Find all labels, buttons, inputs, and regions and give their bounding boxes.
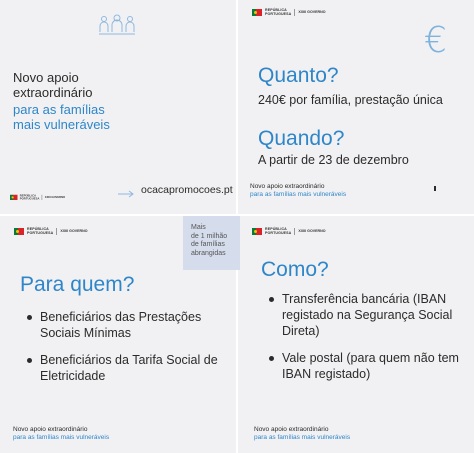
list-item: Beneficiários das Prestações Sociais Mínimas xyxy=(26,309,226,341)
republic-line1: REPÚBLICA xyxy=(27,227,49,231)
page-marker xyxy=(434,186,436,191)
logo-divider xyxy=(42,194,43,199)
who-title: Para quem? xyxy=(20,273,135,296)
website-link[interactable]: ocacapromocoes.pt xyxy=(141,184,233,196)
republic-line2: PORTUGUESA xyxy=(19,197,40,200)
people-group-icon xyxy=(99,14,135,36)
footer-line1: Novo apoio extraordinário xyxy=(250,183,325,190)
portugal-flag-icon xyxy=(252,228,262,235)
government-logo xyxy=(14,227,88,235)
republic-line1: REPÚBLICA xyxy=(19,194,37,197)
government-name: XXIII GOVERNO xyxy=(60,229,88,233)
footer-line1: Novo apoio extraordinário xyxy=(13,426,88,433)
republic-line2: PORTUGUESA xyxy=(27,231,54,235)
government-logo xyxy=(252,8,326,16)
quanto-title: Quanto? xyxy=(258,64,339,87)
stat-box xyxy=(183,216,240,270)
republic-line1: REPÚBLICA xyxy=(265,8,287,12)
intro-panel xyxy=(0,0,236,214)
amount-panel xyxy=(238,0,474,214)
republic-line1: REPÚBLICA xyxy=(265,227,287,231)
arrow-right-icon xyxy=(118,190,134,198)
intro-subtitle: para as famílias mais vulneráveis xyxy=(13,102,110,132)
quando-text: A partir de 23 de dezembro xyxy=(258,153,409,167)
footer-line2: para as famílias mais vulneráveis xyxy=(250,191,347,198)
footer-line1: Novo apoio extraordinário xyxy=(254,426,329,433)
footer-line2: para as famílias mais vulneráveis xyxy=(13,434,110,441)
how-list xyxy=(268,291,468,393)
quanto-text: 240€ por família, prestação única xyxy=(258,93,443,107)
list-item: Vale postal (para quem não tem IBAN registado) xyxy=(268,350,468,382)
portugal-flag-icon xyxy=(252,9,262,16)
government-name: XXIII GOVERNO xyxy=(298,229,326,233)
how-panel xyxy=(238,216,474,453)
list-item: Beneficiários da Tarifa Social de Eletricidade xyxy=(26,352,226,384)
stat-text: Mais de 1 milhão de famílias abrangidas xyxy=(191,224,228,257)
logo-divider xyxy=(294,9,295,16)
logo-divider xyxy=(56,228,57,235)
quando-title: Quando? xyxy=(258,127,345,150)
republic-line2: PORTUGUESA xyxy=(265,12,292,16)
euro-icon: € xyxy=(424,20,447,61)
government-logo xyxy=(10,194,65,200)
logo-divider xyxy=(294,228,295,235)
government-name: XXIII GOVERNO xyxy=(44,195,66,199)
portugal-flag-icon xyxy=(10,194,18,199)
list-item: Transferência bancária (IBAN registado na Segurança Social Direta) xyxy=(268,291,468,339)
who-list xyxy=(26,309,226,395)
how-title: Como? xyxy=(261,258,329,281)
government-name: XXIII GOVERNO xyxy=(298,10,326,14)
footer-line2: para as famílias mais vulneráveis xyxy=(254,434,351,441)
government-logo xyxy=(252,227,326,235)
republic-line2: PORTUGUESA xyxy=(265,231,292,235)
intro-title: Novo apoio extraordinário xyxy=(13,70,93,100)
portugal-flag-icon xyxy=(14,228,24,235)
